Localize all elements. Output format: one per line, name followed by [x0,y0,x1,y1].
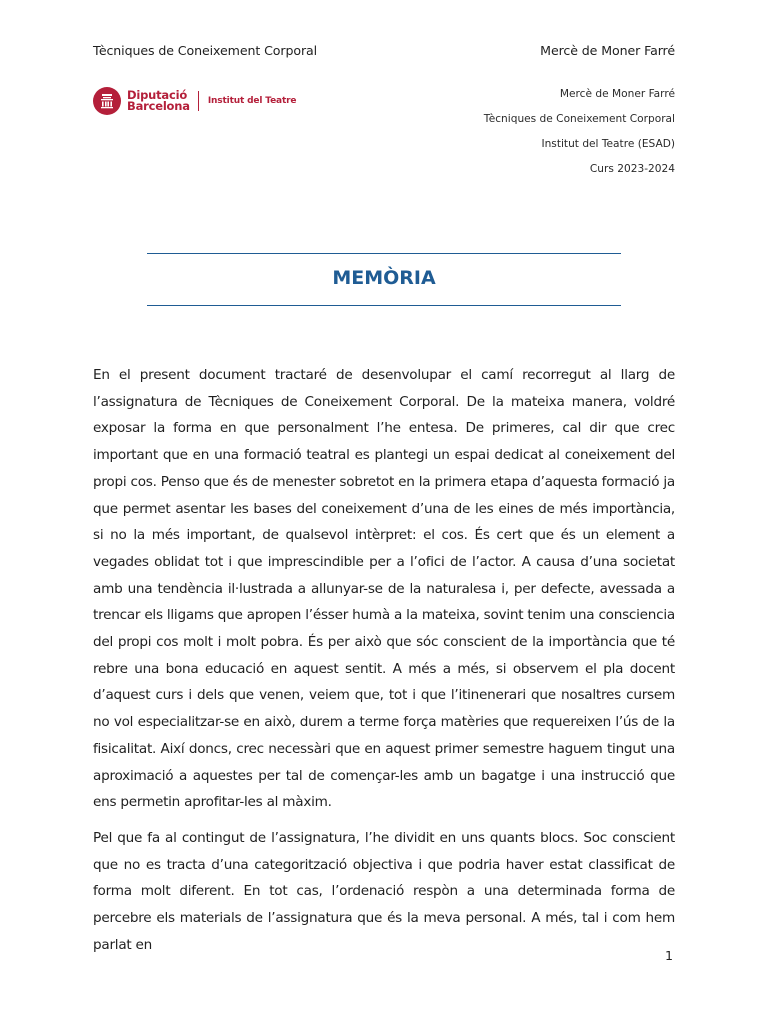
running-header-title: Tècniques de Coneixement Corporal [93,43,318,58]
institution-logo [93,87,296,115]
info-course: Curs 2023-2024 [589,163,675,175]
diputacio-seal-icon [93,87,121,115]
logo-divider [198,91,199,111]
logo-wordmark [127,87,190,113]
info-author: Mercè de Moner Farré [559,88,675,100]
logo-institute: Institut del Teatre [207,96,297,106]
document-title: MEMÒRIA [332,267,436,289]
body-paragraph: En el present document tractaré de desenvolupar el camí recorregut al llarg de l’assignatura de Tècniques de Coneixement Corporal. De la mateixa manera, voldré exposar la forma en que personalment l’he entesa. De primeres, cal dir que crec important que en una formació teatral es plantegi un espai dedicat al coneixement del propi cos. Penso que és de menester sobretot en la primera etapa d’aquesta formació ja que permet asentar les bases del coneixement d’una de les eines de més importància, si no la més important, de qualsevol intèrpret: el cos. És cert que és un element a vegades oblidat tot i que imprescindible per a l’ofici de l’actor. A causa d’una societat amb una tendència il·lustrada a allunyar-se de la naturalesa i, per defecte, avessada a trencar els lligams que apropen l’ésser humà a la mateixa, sovint tenim una consciencia del propi cos molt i molt pobra. És per això que sóc conscient de la importància que té rebre una bona educació en aquest sentit. A més a més, si observem el pla docent d’aquest curs i dels que venen, veiem que, tot i que l’itinenerari que nosaltres cursem no vol especialitzar-se en això, durem a terme força matèries que requereixen l’ús de la fisicalitat. Així doncs, crec necessàri que en aquest primer semestre haguem tingut una aproximació a aquestes per tal de començar-les amb un bagatge i una instrucció que ens permetin aprofitar-les al màxim. [93,367,675,811]
body-paragraph: Pel que fa al contingut de l’assignatura, l’he dividit en uns quants blocs. Soc conscient que no es tracta d’una categorització objectiva i que podria haver estat classificat de forma molt diferent. En tot cas, l’ordenació respòn a una determinada forma de percebre els materials de l’assignatura que és la meva personal. A més, tal i com hem parlat en [93,829,675,953]
document-body [93,362,675,967]
title-rule-bottom [147,305,621,306]
page-number: 1 [664,948,673,963]
title-rule-top [147,253,621,254]
running-header-author: Mercè de Moner Farré [540,43,675,58]
document-info-block [484,88,675,188]
info-institution: Institut del Teatre (ESAD) [541,138,675,150]
logo-line-2: Barcelona [127,99,190,113]
info-subject: Tècniques de Coneixement Corporal [483,113,675,125]
logo-line-1: Diputació [127,87,188,102]
